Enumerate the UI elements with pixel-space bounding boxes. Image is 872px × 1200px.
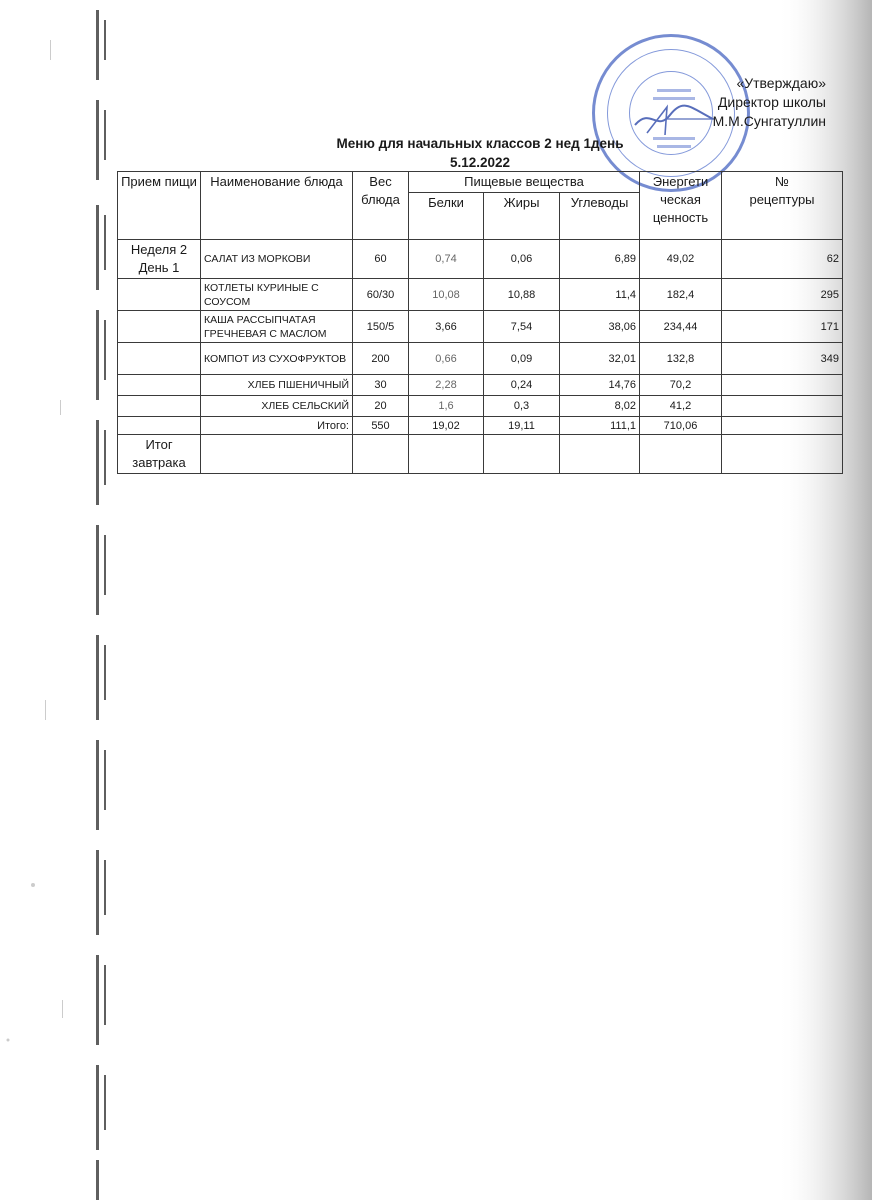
- total-weight: 550: [353, 417, 409, 435]
- approval-heading: «Утверждаю»: [736, 75, 826, 91]
- header-weight: Вес блюда: [353, 172, 409, 240]
- dish-weight: 20: [353, 396, 409, 417]
- header-proteins: Белки: [409, 193, 484, 240]
- header-energy-bottom: ческая ценность: [652, 192, 709, 225]
- menu-table: [117, 171, 843, 474]
- dish-weight: 60/30: [353, 279, 409, 311]
- table-header-row: [118, 172, 843, 193]
- scan-binder-edge-left: [0, 0, 130, 1200]
- total-energy: 710,06: [640, 417, 722, 435]
- table-row: [118, 311, 843, 343]
- menu-date: 5.12.2022: [449, 155, 511, 170]
- dish-proteins: 2,28: [409, 375, 484, 396]
- dish-carbs: 14,76: [560, 375, 640, 396]
- dish-fats: 0,09: [484, 343, 560, 375]
- dish-weight: 200: [353, 343, 409, 375]
- total-carbs: 111,1: [560, 417, 640, 435]
- dish-weight: 150/5: [353, 311, 409, 343]
- dish-carbs: 6,89: [560, 240, 640, 279]
- dish-recipe: 62: [722, 240, 843, 279]
- total-label: Итого:: [201, 417, 353, 435]
- empty-cell: [640, 435, 722, 474]
- total-fats: 19,11: [484, 417, 560, 435]
- dish-weight: 60: [353, 240, 409, 279]
- dish-carbs: 38,06: [560, 311, 640, 343]
- meal-label: Неделя 2 День 1: [118, 240, 201, 279]
- empty-cell: [201, 435, 353, 474]
- dish-name: ХЛЕБ ПШЕНИЧНЫЙ: [201, 375, 353, 396]
- empty-cell: [722, 435, 843, 474]
- dish-fats: 0,24: [484, 375, 560, 396]
- total-recipe-empty: [722, 417, 843, 435]
- dish-energy: 41,2: [640, 396, 722, 417]
- meal-cell-empty: [118, 343, 201, 375]
- table-row: [118, 279, 843, 311]
- meal-cell-empty: [118, 375, 201, 396]
- dish-name: КАША РАССЫПЧАТАЯ ГРЕЧНЕВАЯ С МАСЛОМ: [201, 311, 353, 343]
- dish-fats: 10,88: [484, 279, 560, 311]
- dish-energy: 70,2: [640, 375, 722, 396]
- dish-recipe: 171: [722, 311, 843, 343]
- dish-energy: 132,8: [640, 343, 722, 375]
- dish-energy: 49,02: [640, 240, 722, 279]
- table-total-row: [118, 417, 843, 435]
- dish-carbs: 8,02: [560, 396, 640, 417]
- dish-proteins: 1,6: [409, 396, 484, 417]
- header-fats: Жиры: [484, 193, 560, 240]
- dish-recipe: [722, 375, 843, 396]
- dish-energy: 182,4: [640, 279, 722, 311]
- dish-proteins: 10,08: [409, 279, 484, 311]
- menu-title-line: Меню для начальных классов 2 нед 1день: [336, 136, 624, 151]
- dish-proteins: 0,74: [409, 240, 484, 279]
- empty-cell: [409, 435, 484, 474]
- meal-cell-empty: [118, 311, 201, 343]
- table-row: [118, 396, 843, 417]
- dish-carbs: 32,01: [560, 343, 640, 375]
- dish-energy: 234,44: [640, 311, 722, 343]
- table-row: [118, 240, 843, 279]
- dish-name: САЛАТ ИЗ МОРКОВИ: [201, 240, 353, 279]
- footer-label: Итог завтрака: [118, 435, 201, 474]
- menu-title: [300, 134, 660, 172]
- header-nutrients: Пищевые вещества: [409, 172, 640, 193]
- approval-block: [713, 74, 826, 131]
- approval-signatory: М.М.Сунгатуллин: [712, 113, 826, 129]
- dish-proteins: 0,66: [409, 343, 484, 375]
- approval-position: Директор школы: [717, 94, 826, 110]
- total-proteins: 19,02: [409, 417, 484, 435]
- header-recipe-top: №: [775, 174, 789, 189]
- header-recipe: [722, 172, 843, 240]
- header-dish: Наименование блюда: [201, 172, 353, 240]
- dish-name: ХЛЕБ СЕЛЬСКИЙ: [201, 396, 353, 417]
- table-footer-row: [118, 435, 843, 474]
- dish-weight: 30: [353, 375, 409, 396]
- dish-fats: 0,3: [484, 396, 560, 417]
- dish-recipe: 295: [722, 279, 843, 311]
- empty-cell: [484, 435, 560, 474]
- table-row: [118, 375, 843, 396]
- dish-fats: 7,54: [484, 311, 560, 343]
- empty-cell: [560, 435, 640, 474]
- dish-name: КОТЛЕТЫ КУРИНЫЕ С СОУСОМ: [201, 279, 353, 311]
- empty-cell: [353, 435, 409, 474]
- header-recipe-bottom: рецептуры: [749, 192, 815, 207]
- meal-cell-empty: [118, 417, 201, 435]
- meal-cell-empty: [118, 396, 201, 417]
- header-meal: Прием пищи: [118, 172, 201, 240]
- dish-recipe: [722, 396, 843, 417]
- header-energy: [640, 172, 722, 240]
- header-energy-top: Энергети: [652, 174, 709, 189]
- dish-recipe: 349: [722, 343, 843, 375]
- dish-fats: 0,06: [484, 240, 560, 279]
- header-carbs: Углеводы: [560, 193, 640, 240]
- dish-name: КОМПОТ ИЗ СУХОФРУКТОВ: [201, 343, 353, 375]
- meal-cell-empty: [118, 279, 201, 311]
- table-row: [118, 343, 843, 375]
- dish-proteins: 3,66: [409, 311, 484, 343]
- dish-carbs: 11,4: [560, 279, 640, 311]
